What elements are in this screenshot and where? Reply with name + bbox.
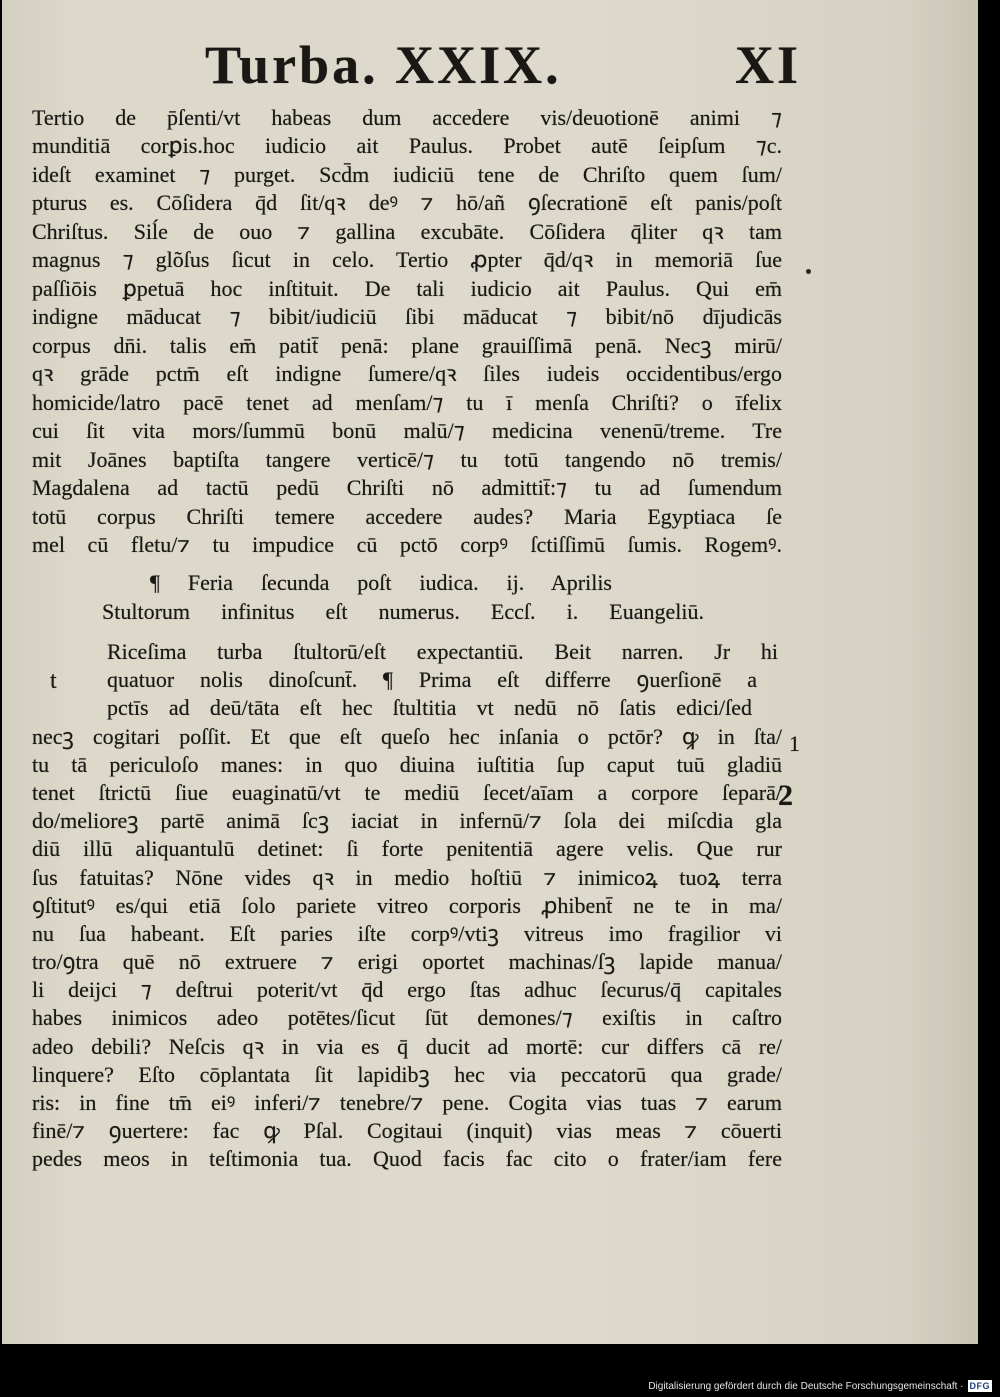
text-line: pctīs ad deū/tāta eſt hec ſtultitia vt nedū nō ſatis edici/ſed xyxy=(107,695,752,721)
paragraph-1 xyxy=(32,104,782,560)
text-line: mel cū fletu/⁊ tu impudice cū pctō corpꝰ ſctiſſimū ſumis. Rogemꝰ. xyxy=(32,532,782,558)
text-line: ris: in fine tm̄ eiꝰ inferi/⁊ tenebre/⁊ pene. Cogita vias tuas ⁊ earum xyxy=(32,1090,782,1115)
text-line: diū illū aliquantulū detinet: ſi forte penitentiā agere velis. Que rur xyxy=(32,836,782,862)
text-line: ſus fatuitas? Nōne vides qꝛ in medio hoſtiū ⁊ inimicoꝝ tuoꝝ terra xyxy=(32,864,782,890)
text-line: nu ſua habeant. Eſt paries iſte corpꝰ/vtiꝫ vitreus imo fragilior vi xyxy=(32,920,782,946)
text-line: munditiā corꝑis.hoc iudicio ait Paulus. Probet autē ſeipſum ⁊c. xyxy=(32,133,782,159)
text-line: pturus es. Cōſidera q̄d ſit/qꝛ deꝰ ⁊ hō/añ ꝯſecrationē eſt panis/poſt xyxy=(32,190,782,216)
text-line: Magdalena ad tactū pedū Chriſti nō admittit̄:⁊ tu ad ſumendum xyxy=(32,475,782,501)
folio-number: XI xyxy=(735,35,802,95)
text-line: magnus ⁊ glõſus ſicut in celo. Tertio ꝓpter q̄d/qꝛ in memoriā ſue xyxy=(32,247,782,273)
rubric-heading: ¶ Feria ſecunda poſt iudica. ij. Aprilis xyxy=(150,570,612,595)
text-line: totū corpus Chriſti temere accedere audes? Maria Egyptiaca ſe xyxy=(32,503,782,529)
text-line: li deijci ⁊ deſtrui poterit/vt q̄d ergo ſtas adhuc ſecurus/q̄ capitales xyxy=(32,977,782,1003)
margin-note-2: 2 xyxy=(778,779,793,812)
text-line: ideſt examinet ⁊ purget. Scd̄m iudiciū tene de Chriſto quem ſum/ xyxy=(32,161,782,187)
text-line: homicide/latro pacē tenet ad menſam/⁊ tu ī menſa Chriſti? o īfelix xyxy=(32,389,782,415)
text-line: corpus dn̄i. talis em̄ patit̄ penā: plane grauiſſimā penā. Necꝫ mirū/ xyxy=(32,332,782,358)
text-line: finē/⁊ ꝯuertere: fac ꝙ Pſal. Cogitaui (inquit) vias meas ⁊ cōuerti xyxy=(32,1118,782,1144)
text-line: indigne māducat ⁊ bibit/iudiciū ſibi māducat ⁊ bibit/nō dījudicās xyxy=(32,304,782,330)
text-line: habes inimicos adeo potētes/ſicut ſūt demones/⁊ exiſtis in caſtro xyxy=(32,1005,782,1031)
text-line: Tertio de p̄ſenti/vt habeas dum accedere vis/deuotionē animi ⁊ xyxy=(32,105,782,130)
text-line: linquere? Eſto cōplantata ſit lapidibꝫ hec via peccatorū qua grade/ xyxy=(32,1061,782,1087)
book-page xyxy=(2,0,978,1344)
text-line: tu tā periculoſo manes: in quo diuina iuſtitia ſup caput tuū gladiū xyxy=(32,751,782,777)
paragraph-2 xyxy=(32,638,782,1174)
digitization-credit xyxy=(648,1379,992,1393)
text-line: Riceſima turba ſtultorū/eſt expectantiū. Beit narren. Jr hi xyxy=(107,639,778,664)
text-line: do/melioreꝫ partē animā ſcꝫ iaciat in infernū/⁊ ſola dei miſcdia gla xyxy=(32,808,782,834)
dfg-logo-icon: DFG xyxy=(969,1381,990,1391)
text-line: pedes meos in teſtimonia tua. Quod facis fac cito o frater/iam fere xyxy=(32,1146,782,1172)
ink-spot xyxy=(806,269,811,274)
text-line: cui ſit vita mors/ſummū bonū malū/⁊ medicina venenū/treme. Tre xyxy=(32,418,782,444)
text-line: quatuor nolis dinoſcunt̄. ¶ Prima eſt differre ꝯuerſionē a xyxy=(107,667,757,693)
initial-guide-letter: t xyxy=(50,668,57,694)
margin-note-1: 1 xyxy=(789,731,800,756)
text-line: Chriſtus. Siĺe de ouo ⁊ gallina excubāte. Cōſidera q̄liter qꝛ tam xyxy=(32,218,782,244)
credit-text: Digitalisierung gefördert durch die Deutsche Forschungsgemeinschaft · xyxy=(648,1380,964,1392)
running-title: Turba. XXIX. xyxy=(205,35,562,95)
text-line: ꝯſtitutꝰ es/qui etiā ſolo pariete vitreo corporis ꝓhibent̄ ne te in ma/ xyxy=(32,892,782,918)
text-line: tenet ſtrictū ſiue euaginatū/vt te mediū ſecet/aīam a corpore ſeparā/ xyxy=(32,779,782,805)
text-line: adeo debili? Neſcis qꝛ in via es q̄ ducit ad mortē: cur differs cā re/ xyxy=(32,1033,782,1059)
text-line: mit Joānes baptiſta tangere verticē/⁊ tu totū tangendo nō tremis/ xyxy=(32,446,782,472)
rubric-subheading: Stultorum infinitus eſt numerus. Eccſ. i. Euangeliū. xyxy=(102,599,704,624)
text-line: necꝫ cogitari poſſit. Et que eſt queſo hec inſania o pctōr? ꝙ in ſta/ xyxy=(32,723,782,749)
text-line: qꝛ grāde pctm̄ eſt indigne ſumere/qꝛ ſiles iudeis occidentibus/ergo xyxy=(32,361,782,387)
text-line: paſſiōis ꝑpetuā hoc inſtituit. De tali iudicio ait Paulus. Qui em̄ xyxy=(32,275,782,301)
text-line: tro/ꝯtra quē nō extruere ⁊ erigi oportet machinas/ſꝫ lapide manua/ xyxy=(32,949,782,975)
